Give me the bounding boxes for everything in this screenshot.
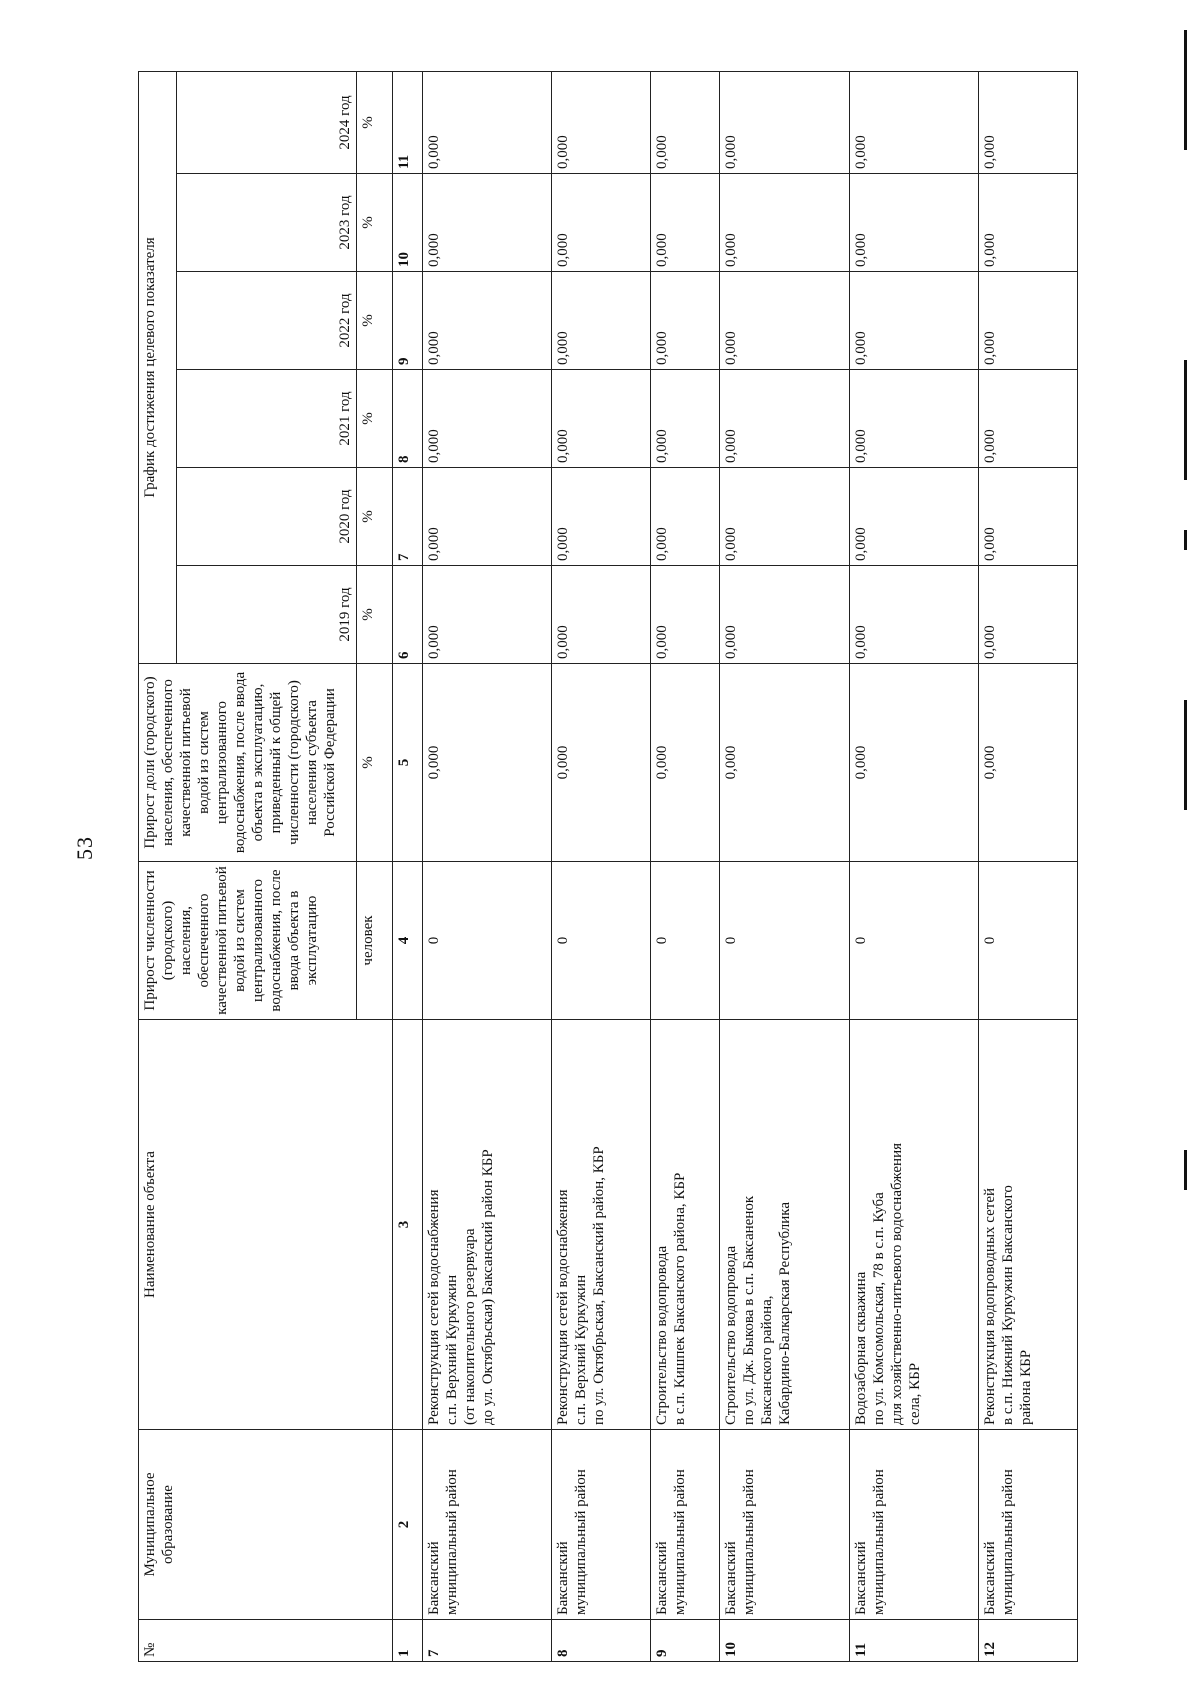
municipality-cell: Баксанский муниципальный район	[720, 1430, 849, 1620]
year-value-cell: 0,000	[423, 71, 552, 173]
unit-percent: %	[357, 174, 393, 272]
year-value-cell: 0,000	[978, 468, 1077, 566]
object-name-line: для хозяйственно-питьевого водоснабжения	[888, 1142, 905, 1425]
year-value-cell: 0,000	[423, 566, 552, 664]
share-growth-cell: 0,000	[849, 664, 978, 862]
year-value-cell: 0,000	[651, 468, 720, 566]
municipality-cell: Баксанский муниципальный район	[651, 1430, 720, 1620]
year-value-cell: 0,000	[978, 174, 1077, 272]
object-name-line: в с.п. Нижний Куркужин Баксанского	[999, 1185, 1016, 1425]
object-name-line: Водозаборная скважина	[852, 1271, 869, 1425]
people-growth-cell: 0	[849, 862, 978, 1020]
unit-people: человек	[357, 862, 393, 1020]
object-name-cell	[849, 1020, 978, 1430]
municipality-cell: Баксанский муниципальный район	[849, 1430, 978, 1620]
scan-mark	[1184, 700, 1187, 810]
people-growth-cell: 0	[423, 862, 552, 1020]
scan-edge-marks	[1184, 0, 1190, 1697]
table-row	[978, 71, 1077, 1661]
object-name-line: Кабардино-Балкарская Республика	[777, 1201, 794, 1425]
object-name-line: (от накопительного резервуара	[462, 1228, 478, 1425]
header-pop-growth: Прирост численности (городского) населения, обеспеченного качественной питьевой водой из систем централизованного водоснабжения, после ввода объекта в эксплуатацию	[139, 862, 357, 1020]
unit-percent: %	[357, 468, 393, 566]
unit-percent: %	[357, 272, 393, 370]
object-name-line: с.п. Верхний Куркужин	[444, 1274, 460, 1425]
year-value-cell: 0,000	[720, 174, 849, 272]
unit-percent: %	[357, 370, 393, 468]
row-number: 9	[651, 1620, 720, 1662]
object-name-line: Реконструкция водопроводных сетей	[981, 1187, 998, 1425]
header-schedule: График достижения целевого показателя	[139, 71, 177, 663]
year-value-cell: 0,000	[720, 566, 849, 664]
col-number: 5	[393, 664, 423, 862]
object-name-line: Баксанского района,	[759, 1295, 776, 1425]
scan-mark	[1184, 30, 1187, 150]
row-number: 11	[849, 1620, 978, 1662]
header-year: 2020 год	[177, 468, 357, 566]
object-name-cell	[720, 1020, 849, 1430]
year-value-cell: 0,000	[552, 71, 651, 173]
object-name-line: по ул. Октябрьская, Баксанский район, КБР	[591, 1146, 608, 1425]
page-number: 53	[72, 836, 97, 860]
municipality-cell: Баксанский муниципальный район	[978, 1430, 1077, 1620]
col-number: 6	[393, 566, 423, 664]
year-value-cell: 0,000	[651, 272, 720, 370]
unit-percent: %	[357, 71, 393, 173]
municipality-cell: Баксанский муниципальный район	[423, 1430, 552, 1620]
year-value-cell: 0,000	[552, 468, 651, 566]
object-name-cell	[423, 1020, 552, 1430]
column-number-row	[393, 71, 423, 1661]
row-number: 7	[423, 1620, 552, 1662]
year-value-cell: 0,000	[552, 566, 651, 664]
year-value-cell: 0,000	[552, 272, 651, 370]
year-value-cell: 0,000	[552, 370, 651, 468]
row-number: 10	[720, 1620, 849, 1662]
object-name-line: в с.п. Кишпек Баксанского района, КБР	[672, 1172, 689, 1425]
table-row	[651, 71, 720, 1661]
year-value-cell: 0,000	[651, 370, 720, 468]
year-value-cell: 0,000	[720, 71, 849, 173]
col-number: 11	[393, 71, 423, 173]
object-name-line: Строительство водопровода	[723, 1245, 740, 1425]
year-value-cell: 0,000	[849, 272, 978, 370]
col-number: 2	[393, 1430, 423, 1620]
year-value-cell: 0,000	[423, 174, 552, 272]
object-name-line: с.п. Верхний Куркужин	[573, 1274, 590, 1425]
col-number: 7	[393, 468, 423, 566]
object-name-line: Реконструкция сетей водоснабжения	[426, 1189, 442, 1425]
scan-mark	[1184, 530, 1187, 550]
share-growth-cell: 0,000	[651, 664, 720, 862]
year-value-cell: 0,000	[978, 71, 1077, 173]
col-number: 10	[393, 174, 423, 272]
table-row	[423, 71, 552, 1661]
header-year: 2019 год	[177, 566, 357, 664]
year-value-cell: 0,000	[423, 468, 552, 566]
year-value-cell: 0,000	[651, 566, 720, 664]
col-number: 8	[393, 370, 423, 468]
year-value-cell: 0,000	[720, 370, 849, 468]
table-row	[720, 71, 849, 1661]
row-number: 8	[552, 1620, 651, 1662]
table-row	[849, 71, 978, 1661]
object-name-cell	[651, 1020, 720, 1430]
header-object: Наименование объекта	[139, 1020, 393, 1430]
object-name-line: по ул. Комсомольская, 78 в с.п. Куба	[870, 1192, 887, 1425]
municipality-cell: Баксанский муниципальный район	[552, 1430, 651, 1620]
object-name-cell	[978, 1020, 1077, 1430]
col-number: 9	[393, 272, 423, 370]
col-number: 1	[393, 1620, 423, 1662]
share-growth-cell: 0,000	[552, 664, 651, 862]
year-value-cell: 0,000	[849, 71, 978, 173]
data-table-rotated	[138, 72, 1078, 1662]
header-year: 2024 год	[177, 71, 357, 173]
scan-mark	[1184, 1150, 1187, 1190]
unit-percent: %	[357, 566, 393, 664]
year-value-cell: 0,000	[423, 272, 552, 370]
share-growth-cell: 0,000	[423, 664, 552, 862]
year-value-cell: 0,000	[978, 566, 1077, 664]
data-table	[138, 71, 1078, 1662]
header-num: №	[139, 1620, 393, 1662]
year-value-cell: 0,000	[849, 468, 978, 566]
year-value-cell: 0,000	[651, 71, 720, 173]
header-municipality: Муниципальное образование	[139, 1430, 393, 1620]
col-number: 4	[393, 862, 423, 1020]
year-value-cell: 0,000	[849, 566, 978, 664]
object-name-line: Реконструкция сетей водоснабжения	[555, 1189, 572, 1425]
col-number: 3	[393, 1020, 423, 1430]
header-year: 2021 год	[177, 370, 357, 468]
object-name-line: до ул. Октябрьская) Баксанский район КБР	[480, 1149, 496, 1425]
year-value-cell: 0,000	[978, 272, 1077, 370]
people-growth-cell: 0	[720, 862, 849, 1020]
scan-mark	[1184, 360, 1187, 480]
object-name-line: села, КБР	[906, 1362, 923, 1425]
header-year: 2023 год	[177, 174, 357, 272]
year-value-cell: 0,000	[552, 174, 651, 272]
year-value-cell: 0,000	[720, 272, 849, 370]
header-year: 2022 год	[177, 272, 357, 370]
year-value-cell: 0,000	[651, 174, 720, 272]
year-value-cell: 0,000	[423, 370, 552, 468]
people-growth-cell: 0	[978, 862, 1077, 1020]
row-number: 12	[978, 1620, 1077, 1662]
object-name-line: по ул. Дж. Быкова в с.п. Баксаненок	[741, 1195, 758, 1425]
share-growth-cell: 0,000	[978, 664, 1077, 862]
year-value-cell: 0,000	[849, 174, 978, 272]
header-share-growth: Прирост доли (городского) населения, обеспеченного качественной питьевой водой из систем централизованного водоснабжения, после ввода объекта в эксплуатацию, приведенный к общей численности (городского) населения субъекта Российской Федерации	[139, 664, 357, 862]
people-growth-cell: 0	[651, 862, 720, 1020]
object-name-line: Строительство водопровода	[654, 1245, 671, 1425]
people-growth-cell: 0	[552, 862, 651, 1020]
year-value-cell: 0,000	[849, 370, 978, 468]
table-row	[552, 71, 651, 1661]
object-name-cell	[552, 1020, 651, 1430]
year-value-cell: 0,000	[978, 370, 1077, 468]
year-value-cell: 0,000	[720, 468, 849, 566]
share-growth-cell: 0,000	[720, 664, 849, 862]
object-name-line: района КБР	[1017, 1349, 1034, 1425]
unit-percent: %	[357, 664, 393, 862]
